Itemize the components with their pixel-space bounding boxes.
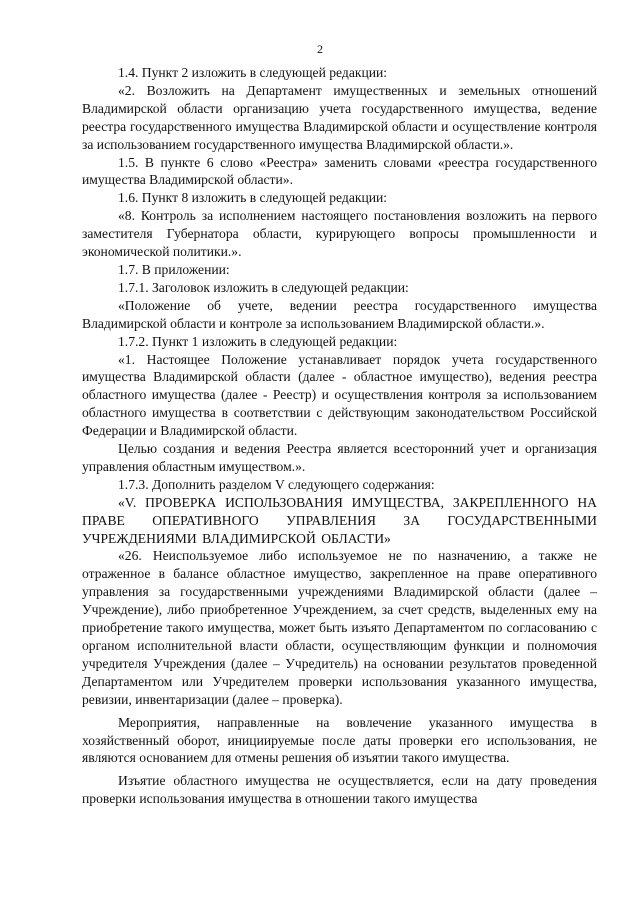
- paragraph-quote-26: «26. Неиспользуемое либо используемое не по назначению, а также не отраженное в балансе областное имущество, закрепленное на праве оперативного управления за государственными учреждениями Владимирской области (далее – Учреждение), либо приобретенное Учреждением, за счет средств, выделенных ему на приобретение такого имущества, может быть изъято Департаментом по согласованию с органом исполнительной власти области, осуществляющим функции и полномочия учредителя Учреждения (далее – Учредитель) на основании результатов проведенной Департаментом или Учредителем проверки использования указанного имущества, ревизии, инвентаризации (далее – проверка).: [82, 548, 597, 707]
- section-v-heading: «V. ПРОВЕРКА ИСПОЛЬЗОВАНИЯ ИМУЩЕСТВА, ЗАКРЕПЛЕННОГО НА ПРАВЕ ОПЕРАТИВНОГО УПРАВЛЕНИЯ ЗА ГОСУДАРСТВЕННЫМИ УЧРЕЖДЕНИЯМИ ВЛАДИМИРСКОЙ ОБЛАСТИ»: [82, 494, 597, 546]
- paragraph-quote-8: «8. Контроль за исполнением настоящего постановления возложить на первого заместителя Губернатора области, курирующего вопросы промышленности и экономической политики.».: [82, 208, 597, 260]
- paragraph-1-4: 1.4. Пункт 2 изложить в следующей редакции:: [118, 65, 388, 80]
- paragraph-1-7: 1.7. В приложении:: [118, 261, 230, 277]
- paragraph-1-5: 1.5. В пункте 6 слово «Реестра» заменить словами «реестра государственного имущества Владимирской области».: [82, 154, 597, 188]
- paragraph-quote-2: «2. Возложить на Департамент имущественных и земельных отношений Владимирской области организацию учета государственного имущества, ведение реестра государственного имущества Владимирской области и осуществление контроля за использованием государственного имущества Владимирской области.».: [82, 82, 597, 152]
- paragraph-title-quote: «Положение об учете, ведении реестра государственного имущества Владимирской области и контроле за использованием Владимирской области.».: [82, 297, 597, 331]
- paragraph-registry-goal: Целью создания и ведения Реестра является всесторонний учет и организация управления областным имуществом.».: [82, 441, 597, 474]
- paragraph-measures: Мероприятия, направленные на вовлечение указанного имущества в хозяйственный оборот, инициируемые после даты проверки его использования, не являются основанием для отмены решения об изъятии такого имущества.: [82, 714, 597, 766]
- paragraph-quote-1: «1. Настоящее Положение устанавливает порядок учета государственного имущества Владимирской области (далее - областное имущество), ведения реестра областного имущества (далее - Реестр) и осуществления контроля за использованием областного имущества в соответствии с действующим законодательством Российской Федерации и Владимирской области.: [82, 351, 597, 439]
- page-number: 2: [317, 42, 323, 56]
- document-body: [82, 64, 597, 808]
- paragraph-1-7-3: 1.7.3. Дополнить разделом V следующего содержания:: [118, 476, 435, 492]
- paragraph-1-7-1: 1.7.1. Заголовок изложить в следующей редакции:: [118, 279, 409, 295]
- paragraph-seizure: Изъятие областного имущества не осуществляется, если на дату проведения проверки использования имущества в отношении такого имущества: [82, 773, 597, 807]
- paragraph-1-7-2: 1.7.2. Пункт 1 изложить в следующей редакции:: [118, 333, 398, 349]
- paragraph-1-6: 1.6. Пункт 8 изложить в следующей редакции:: [118, 190, 388, 206]
